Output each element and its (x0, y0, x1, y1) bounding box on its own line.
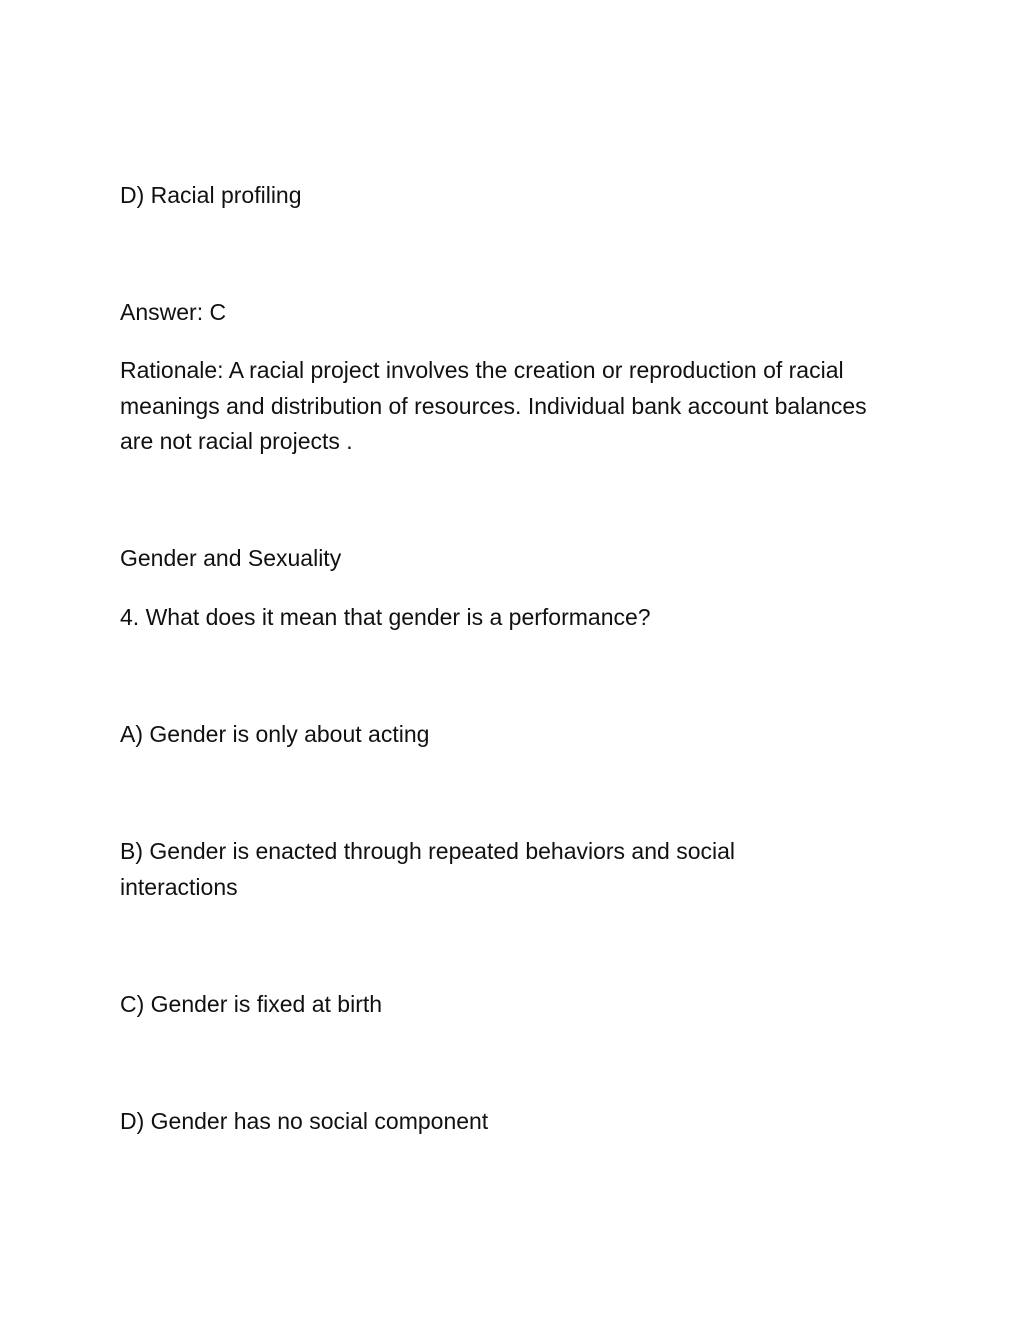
option-c: C) Gender is fixed at birth (120, 991, 383, 1017)
option-d: D) Gender has no social component (120, 1108, 489, 1134)
answer-line: Answer: C (120, 299, 227, 325)
previous-option-d: D) Racial profiling (120, 182, 302, 208)
rationale-paragraph: Rationale: A racial project involves the creation or reproduction of racial meanings and distribution of resources. Individual bank account balances are not racial projects . (120, 357, 867, 454)
section-heading: Gender and Sexuality (120, 545, 342, 571)
question-text: 4. What does it mean that gender is a performance? (120, 604, 651, 630)
option-a: A) Gender is only about acting (120, 721, 430, 747)
option-b: B) Gender is enacted through repeated behaviors and social interactions (120, 838, 736, 900)
